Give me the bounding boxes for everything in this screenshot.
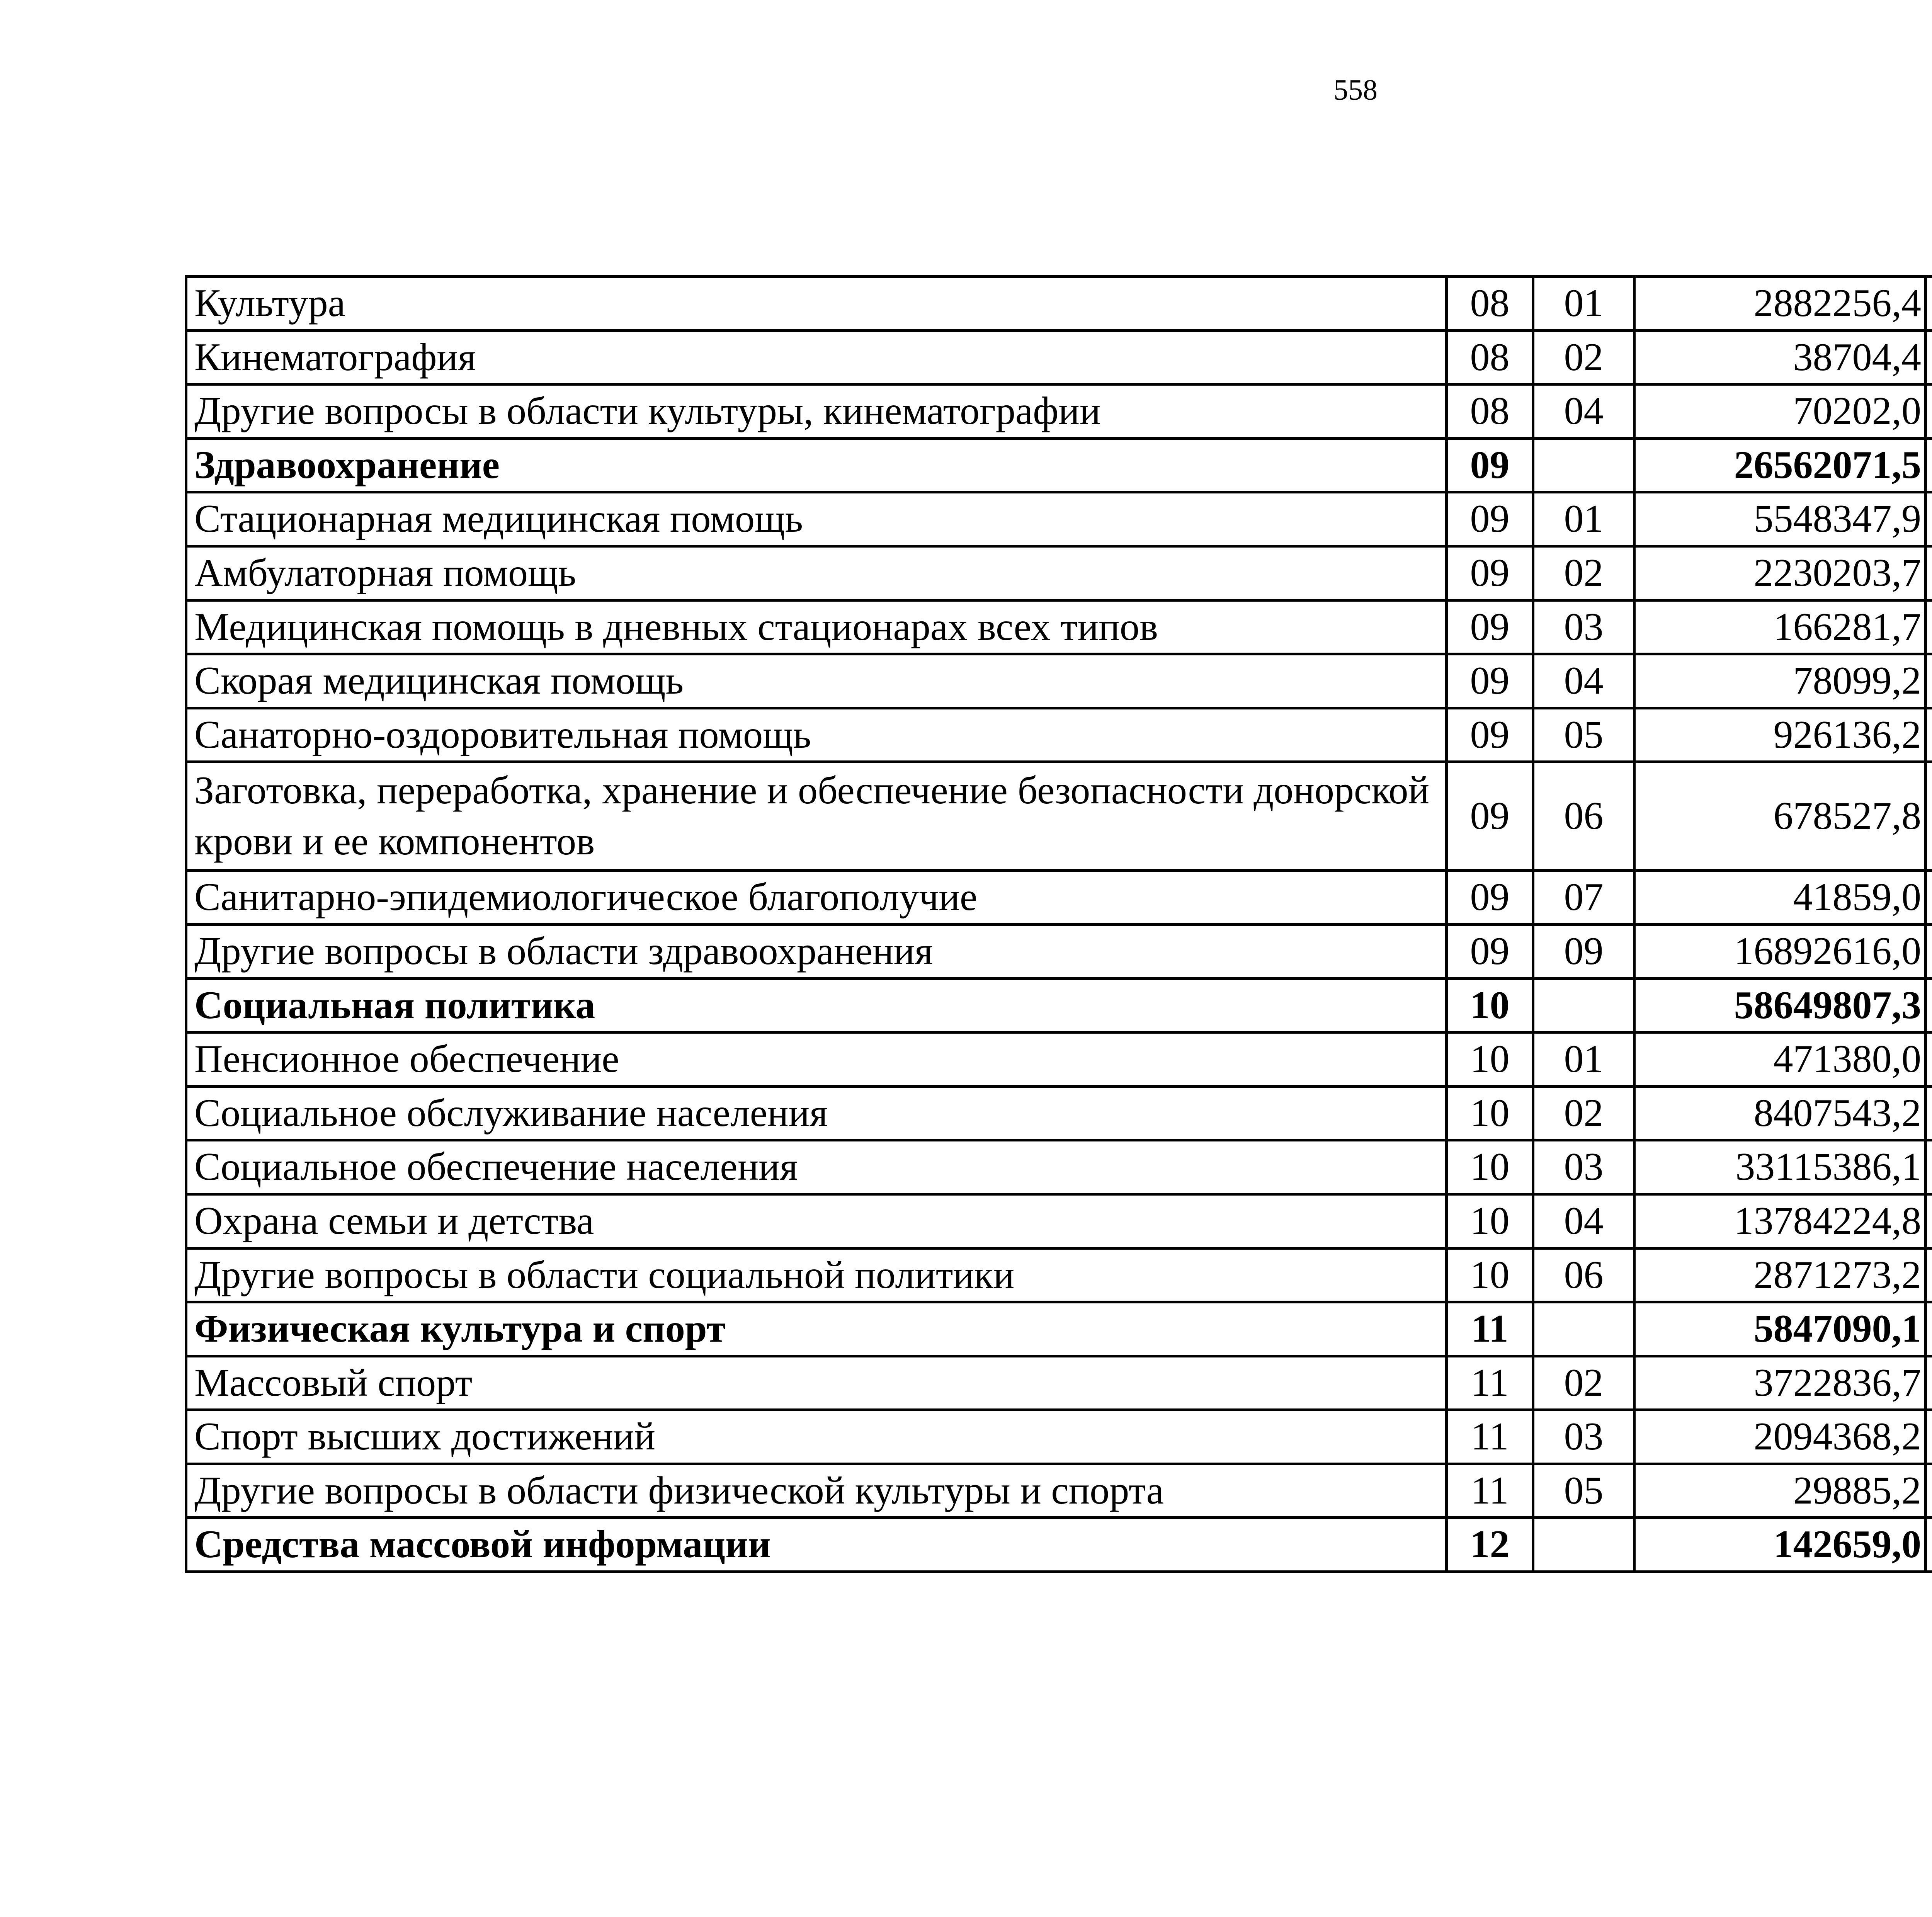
table-row	[186, 1248, 1932, 1302]
amount-2	[1926, 1302, 1932, 1356]
subsection-code: 02	[1533, 330, 1634, 384]
row-name: Санаторно-оздоровительная помощь	[186, 708, 1447, 762]
table-row-total	[186, 438, 1932, 492]
row-name: Заготовка, переработка, хранение и обеспечение безопасности донорской крови и ее компонентов	[186, 762, 1447, 871]
subsection-code: 02	[1533, 546, 1634, 600]
table-row-total	[186, 978, 1932, 1032]
amount-1: 33115386,1	[1634, 1140, 1926, 1194]
subsection-code: 04	[1533, 1194, 1634, 1248]
section-code: 10	[1447, 1194, 1533, 1248]
amount-2	[1926, 600, 1932, 654]
table-row	[186, 708, 1932, 762]
section-code: 09	[1447, 708, 1533, 762]
section-code: 09	[1447, 871, 1533, 925]
row-name: Физическая культура и спорт	[186, 1302, 1447, 1356]
section-code: 09	[1447, 600, 1533, 654]
amount-1: 38704,4	[1634, 330, 1926, 384]
table-row	[186, 492, 1932, 546]
row-name: Стационарная медицинская помощь	[186, 492, 1447, 546]
amount-1: 16892616,0	[1634, 924, 1926, 978]
amount-2	[1926, 384, 1932, 439]
row-name: Пенсионное обеспечение	[186, 1032, 1447, 1087]
amount-1: 41859,0	[1634, 871, 1926, 925]
amount-2	[1926, 871, 1932, 925]
table-row	[186, 1194, 1932, 1248]
subsection-code	[1533, 1518, 1634, 1572]
table-row	[186, 1140, 1932, 1194]
table-row	[186, 1086, 1932, 1140]
row-name: Санитарно-эпидемиологическое благополучие	[186, 871, 1447, 925]
amount-1: 70202,0	[1634, 384, 1926, 439]
section-code: 11	[1447, 1302, 1533, 1356]
amount-2	[1926, 1356, 1932, 1410]
section-code: 12	[1447, 1518, 1533, 1572]
section-code: 08	[1447, 277, 1533, 331]
amount-2	[1926, 1248, 1932, 1302]
row-name: Здравоохранение	[186, 438, 1447, 492]
table-row	[186, 871, 1932, 925]
amount-1: 3722836,7	[1634, 1356, 1926, 1410]
section-code: 11	[1447, 1464, 1533, 1518]
section-code: 09	[1447, 492, 1533, 546]
table-row	[186, 546, 1932, 600]
amount-1: 142659,0	[1634, 1518, 1926, 1572]
table-row	[186, 330, 1932, 384]
section-code: 09	[1447, 438, 1533, 492]
amount-2	[1926, 762, 1932, 871]
table-row	[186, 1356, 1932, 1410]
table-row	[186, 1410, 1932, 1464]
amount-1: 926136,2	[1634, 708, 1926, 762]
amount-2	[1926, 924, 1932, 978]
subsection-code: 01	[1533, 492, 1634, 546]
table-row	[186, 924, 1932, 978]
amount-1: 5548347,9	[1634, 492, 1926, 546]
subsection-code: 03	[1533, 1140, 1634, 1194]
subsection-code: 03	[1533, 600, 1634, 654]
row-name: Культура	[186, 277, 1447, 331]
amount-2	[1926, 1086, 1932, 1140]
amount-1: 13784224,8	[1634, 1194, 1926, 1248]
amount-2	[1926, 654, 1932, 708]
amount-2	[1926, 708, 1932, 762]
section-code: 10	[1447, 1248, 1533, 1302]
subsection-code: 02	[1533, 1086, 1634, 1140]
subsection-code: 06	[1533, 1248, 1634, 1302]
amount-2	[1926, 492, 1932, 546]
table-row	[186, 600, 1932, 654]
amount-1: 29885,2	[1634, 1464, 1926, 1518]
section-code: 08	[1447, 384, 1533, 439]
row-name: Спорт высших достижений	[186, 1410, 1447, 1464]
page-number: 558	[1333, 74, 1378, 106]
row-name: Медицинская помощь в дневных стационарах всех типов	[186, 600, 1447, 654]
amount-1: 2094368,2	[1634, 1410, 1926, 1464]
row-name: Амбулаторная помощь	[186, 546, 1447, 600]
table-row	[186, 654, 1932, 708]
table-row	[186, 762, 1932, 871]
section-code: 10	[1447, 1032, 1533, 1087]
row-name: Охрана семьи и детства	[186, 1194, 1447, 1248]
amount-1: 2882256,4	[1634, 277, 1926, 331]
amount-2	[1926, 1194, 1932, 1248]
amount-2	[1926, 978, 1932, 1032]
amount-2	[1926, 1518, 1932, 1572]
amount-2	[1926, 1464, 1932, 1518]
subsection-code: 01	[1533, 277, 1634, 331]
amount-2	[1926, 1032, 1932, 1087]
amount-1: 678527,8	[1634, 762, 1926, 871]
subsection-code: 04	[1533, 384, 1634, 439]
section-code: 08	[1447, 330, 1533, 384]
table-row	[186, 384, 1932, 439]
subsection-code	[1533, 1302, 1634, 1356]
section-code: 10	[1447, 1140, 1533, 1194]
subsection-code: 01	[1533, 1032, 1634, 1087]
subsection-code: 07	[1533, 871, 1634, 925]
row-name: Социальное обслуживание населения	[186, 1086, 1447, 1140]
table-row	[186, 1032, 1932, 1087]
row-name: Социальная политика	[186, 978, 1447, 1032]
amount-2	[1926, 1140, 1932, 1194]
section-code: 11	[1447, 1356, 1533, 1410]
budget-table	[185, 275, 1932, 1573]
amount-1: 5847090,1	[1634, 1302, 1926, 1356]
amount-2	[1926, 438, 1932, 492]
table-row-total	[186, 1518, 1932, 1572]
row-name: Социальное обеспечение населения	[186, 1140, 1447, 1194]
subsection-code: 04	[1533, 654, 1634, 708]
amount-2	[1926, 1410, 1932, 1464]
table-row-total	[186, 1302, 1932, 1356]
subsection-code	[1533, 438, 1634, 492]
amount-2	[1926, 546, 1932, 600]
row-name: Скорая медицинская помощь	[186, 654, 1447, 708]
amount-1: 78099,2	[1634, 654, 1926, 708]
section-code: 10	[1447, 978, 1533, 1032]
amount-1: 2871273,2	[1634, 1248, 1926, 1302]
row-name: Средства массовой информации	[186, 1518, 1447, 1572]
section-code: 10	[1447, 1086, 1533, 1140]
amount-1: 26562071,5	[1634, 438, 1926, 492]
amount-1: 8407543,2	[1634, 1086, 1926, 1140]
row-name: Другие вопросы в области социальной политики	[186, 1248, 1447, 1302]
amount-1: 166281,7	[1634, 600, 1926, 654]
subsection-code: 05	[1533, 708, 1634, 762]
section-code: 09	[1447, 654, 1533, 708]
row-name: Другие вопросы в области здравоохранения	[186, 924, 1447, 978]
section-code: 09	[1447, 924, 1533, 978]
row-name: Массовый спорт	[186, 1356, 1447, 1410]
row-name: Кинематография	[186, 330, 1447, 384]
subsection-code: 02	[1533, 1356, 1634, 1410]
amount-1: 471380,0	[1634, 1032, 1926, 1087]
row-name: Другие вопросы в области культуры, кинематографии	[186, 384, 1447, 439]
amount-1: 2230203,7	[1634, 546, 1926, 600]
section-code: 09	[1447, 546, 1533, 600]
amount-2	[1926, 277, 1932, 331]
table-row	[186, 1464, 1932, 1518]
table-row	[186, 277, 1932, 331]
subsection-code: 03	[1533, 1410, 1634, 1464]
amount-2	[1926, 330, 1932, 384]
subsection-code: 05	[1533, 1464, 1634, 1518]
subsection-code: 09	[1533, 924, 1634, 978]
subsection-code: 06	[1533, 762, 1634, 871]
row-name: Другие вопросы в области физической культуры и спорта	[186, 1464, 1447, 1518]
section-code: 09	[1447, 762, 1533, 871]
amount-1: 58649807,3	[1634, 978, 1926, 1032]
subsection-code	[1533, 978, 1634, 1032]
section-code: 11	[1447, 1410, 1533, 1464]
